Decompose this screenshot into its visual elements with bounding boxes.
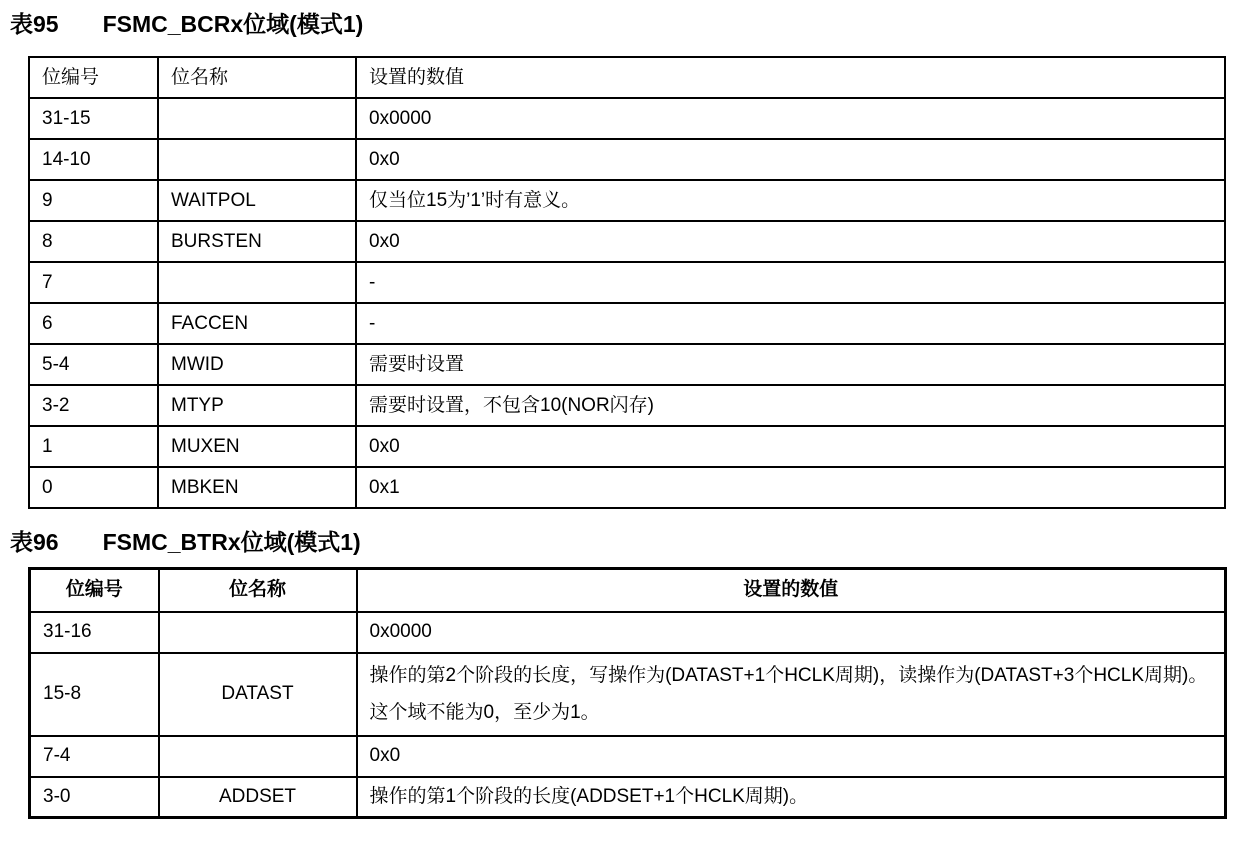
bit-number-cell: 6 bbox=[29, 303, 158, 344]
header-row bbox=[29, 57, 1225, 98]
bit-name-cell: ADDSET bbox=[159, 777, 357, 818]
set-value-cell: - bbox=[356, 262, 1225, 303]
table-row bbox=[29, 262, 1225, 303]
bit-number-cell: 5-4 bbox=[29, 344, 158, 385]
bit-number-header: 位编号 bbox=[30, 569, 159, 612]
set-value-cell: 操作的第1个阶段的长度(ADDSET+1个HCLK周期)。 bbox=[357, 777, 1226, 818]
fsmc-btr-table bbox=[28, 567, 1227, 819]
table-96-label: 表96 bbox=[10, 529, 59, 555]
bit-name-cell bbox=[158, 139, 356, 180]
bit-number-cell: 3-2 bbox=[29, 385, 158, 426]
bit-name-cell: BURSTEN bbox=[158, 221, 356, 262]
set-value-header: 设置的数值 bbox=[356, 57, 1225, 98]
bit-number-cell: 3-0 bbox=[30, 777, 159, 818]
table-row bbox=[29, 180, 1225, 221]
table-row bbox=[30, 653, 1226, 736]
set-value-header: 设置的数值 bbox=[357, 569, 1226, 612]
set-value-cell: 0x0 bbox=[357, 736, 1226, 777]
bit-name-cell: MTYP bbox=[158, 385, 356, 426]
bit-name-cell bbox=[159, 736, 357, 777]
table-row bbox=[29, 98, 1225, 139]
table-96-title: FSMC_BTRx位域(模式1) bbox=[102, 529, 361, 555]
table-row bbox=[29, 139, 1225, 180]
bit-number-cell: 0 bbox=[29, 467, 158, 508]
bit-name-cell: MWID bbox=[158, 344, 356, 385]
set-value-cell: 0x0 bbox=[356, 221, 1225, 262]
set-value-cell: 0x1 bbox=[356, 467, 1225, 508]
table-row bbox=[30, 736, 1226, 777]
bit-number-cell: 9 bbox=[29, 180, 158, 221]
table-row bbox=[29, 467, 1225, 508]
table-96-caption bbox=[0, 509, 1235, 557]
bit-name-cell bbox=[158, 262, 356, 303]
fsmc-btr-table-body bbox=[30, 612, 1226, 818]
bit-name-cell bbox=[158, 98, 356, 139]
set-value-cell: 0x0 bbox=[356, 139, 1225, 180]
bit-number-cell: 31-16 bbox=[30, 612, 159, 653]
bit-number-header: 位编号 bbox=[29, 57, 158, 98]
bit-name-header: 位名称 bbox=[158, 57, 356, 98]
bit-number-cell: 1 bbox=[29, 426, 158, 467]
table-row bbox=[29, 426, 1225, 467]
bit-name-cell: MUXEN bbox=[158, 426, 356, 467]
table-95-label: 表95 bbox=[10, 11, 59, 37]
bit-name-cell: DATAST bbox=[159, 653, 357, 736]
set-value-cell: 0x0000 bbox=[357, 612, 1226, 653]
bit-name-cell: WAITPOL bbox=[158, 180, 356, 221]
set-value-cell: 操作的第2个阶段的长度，写操作为(DATAST+1个HCLK周期)，读操作为(DATAST+3个HCLK周期)。这个域不能为0，至少为1。 bbox=[357, 653, 1226, 736]
fsmc-bcr-table-body bbox=[29, 98, 1225, 508]
bit-number-cell: 15-8 bbox=[30, 653, 159, 736]
bit-number-cell: 14-10 bbox=[29, 139, 158, 180]
fsmc-bcr-table bbox=[28, 56, 1226, 509]
table-row bbox=[30, 612, 1226, 653]
table-row bbox=[29, 344, 1225, 385]
bit-number-cell: 31-15 bbox=[29, 98, 158, 139]
table-95-title: FSMC_BCRx位域(模式1) bbox=[102, 11, 364, 37]
set-value-cell: 0x0000 bbox=[356, 98, 1225, 139]
bit-name-cell bbox=[159, 612, 357, 653]
table-row bbox=[29, 221, 1225, 262]
set-value-cell: 仅当位15为’1’时有意义。 bbox=[356, 180, 1225, 221]
table-row bbox=[29, 303, 1225, 344]
set-value-cell: 需要时设置，不包含10(NOR闪存) bbox=[356, 385, 1225, 426]
bit-name-cell: MBKEN bbox=[158, 467, 356, 508]
bit-name-cell: FACCEN bbox=[158, 303, 356, 344]
set-value-cell: 0x0 bbox=[356, 426, 1225, 467]
set-value-cell: - bbox=[356, 303, 1225, 344]
table-95-caption bbox=[0, 0, 1235, 39]
bit-name-header: 位名称 bbox=[159, 569, 357, 612]
bit-number-cell: 8 bbox=[29, 221, 158, 262]
table-row bbox=[29, 385, 1225, 426]
set-value-cell: 需要时设置 bbox=[356, 344, 1225, 385]
bit-number-cell: 7-4 bbox=[30, 736, 159, 777]
table-row bbox=[30, 777, 1226, 818]
bit-number-cell: 7 bbox=[29, 262, 158, 303]
header-row bbox=[30, 569, 1226, 612]
